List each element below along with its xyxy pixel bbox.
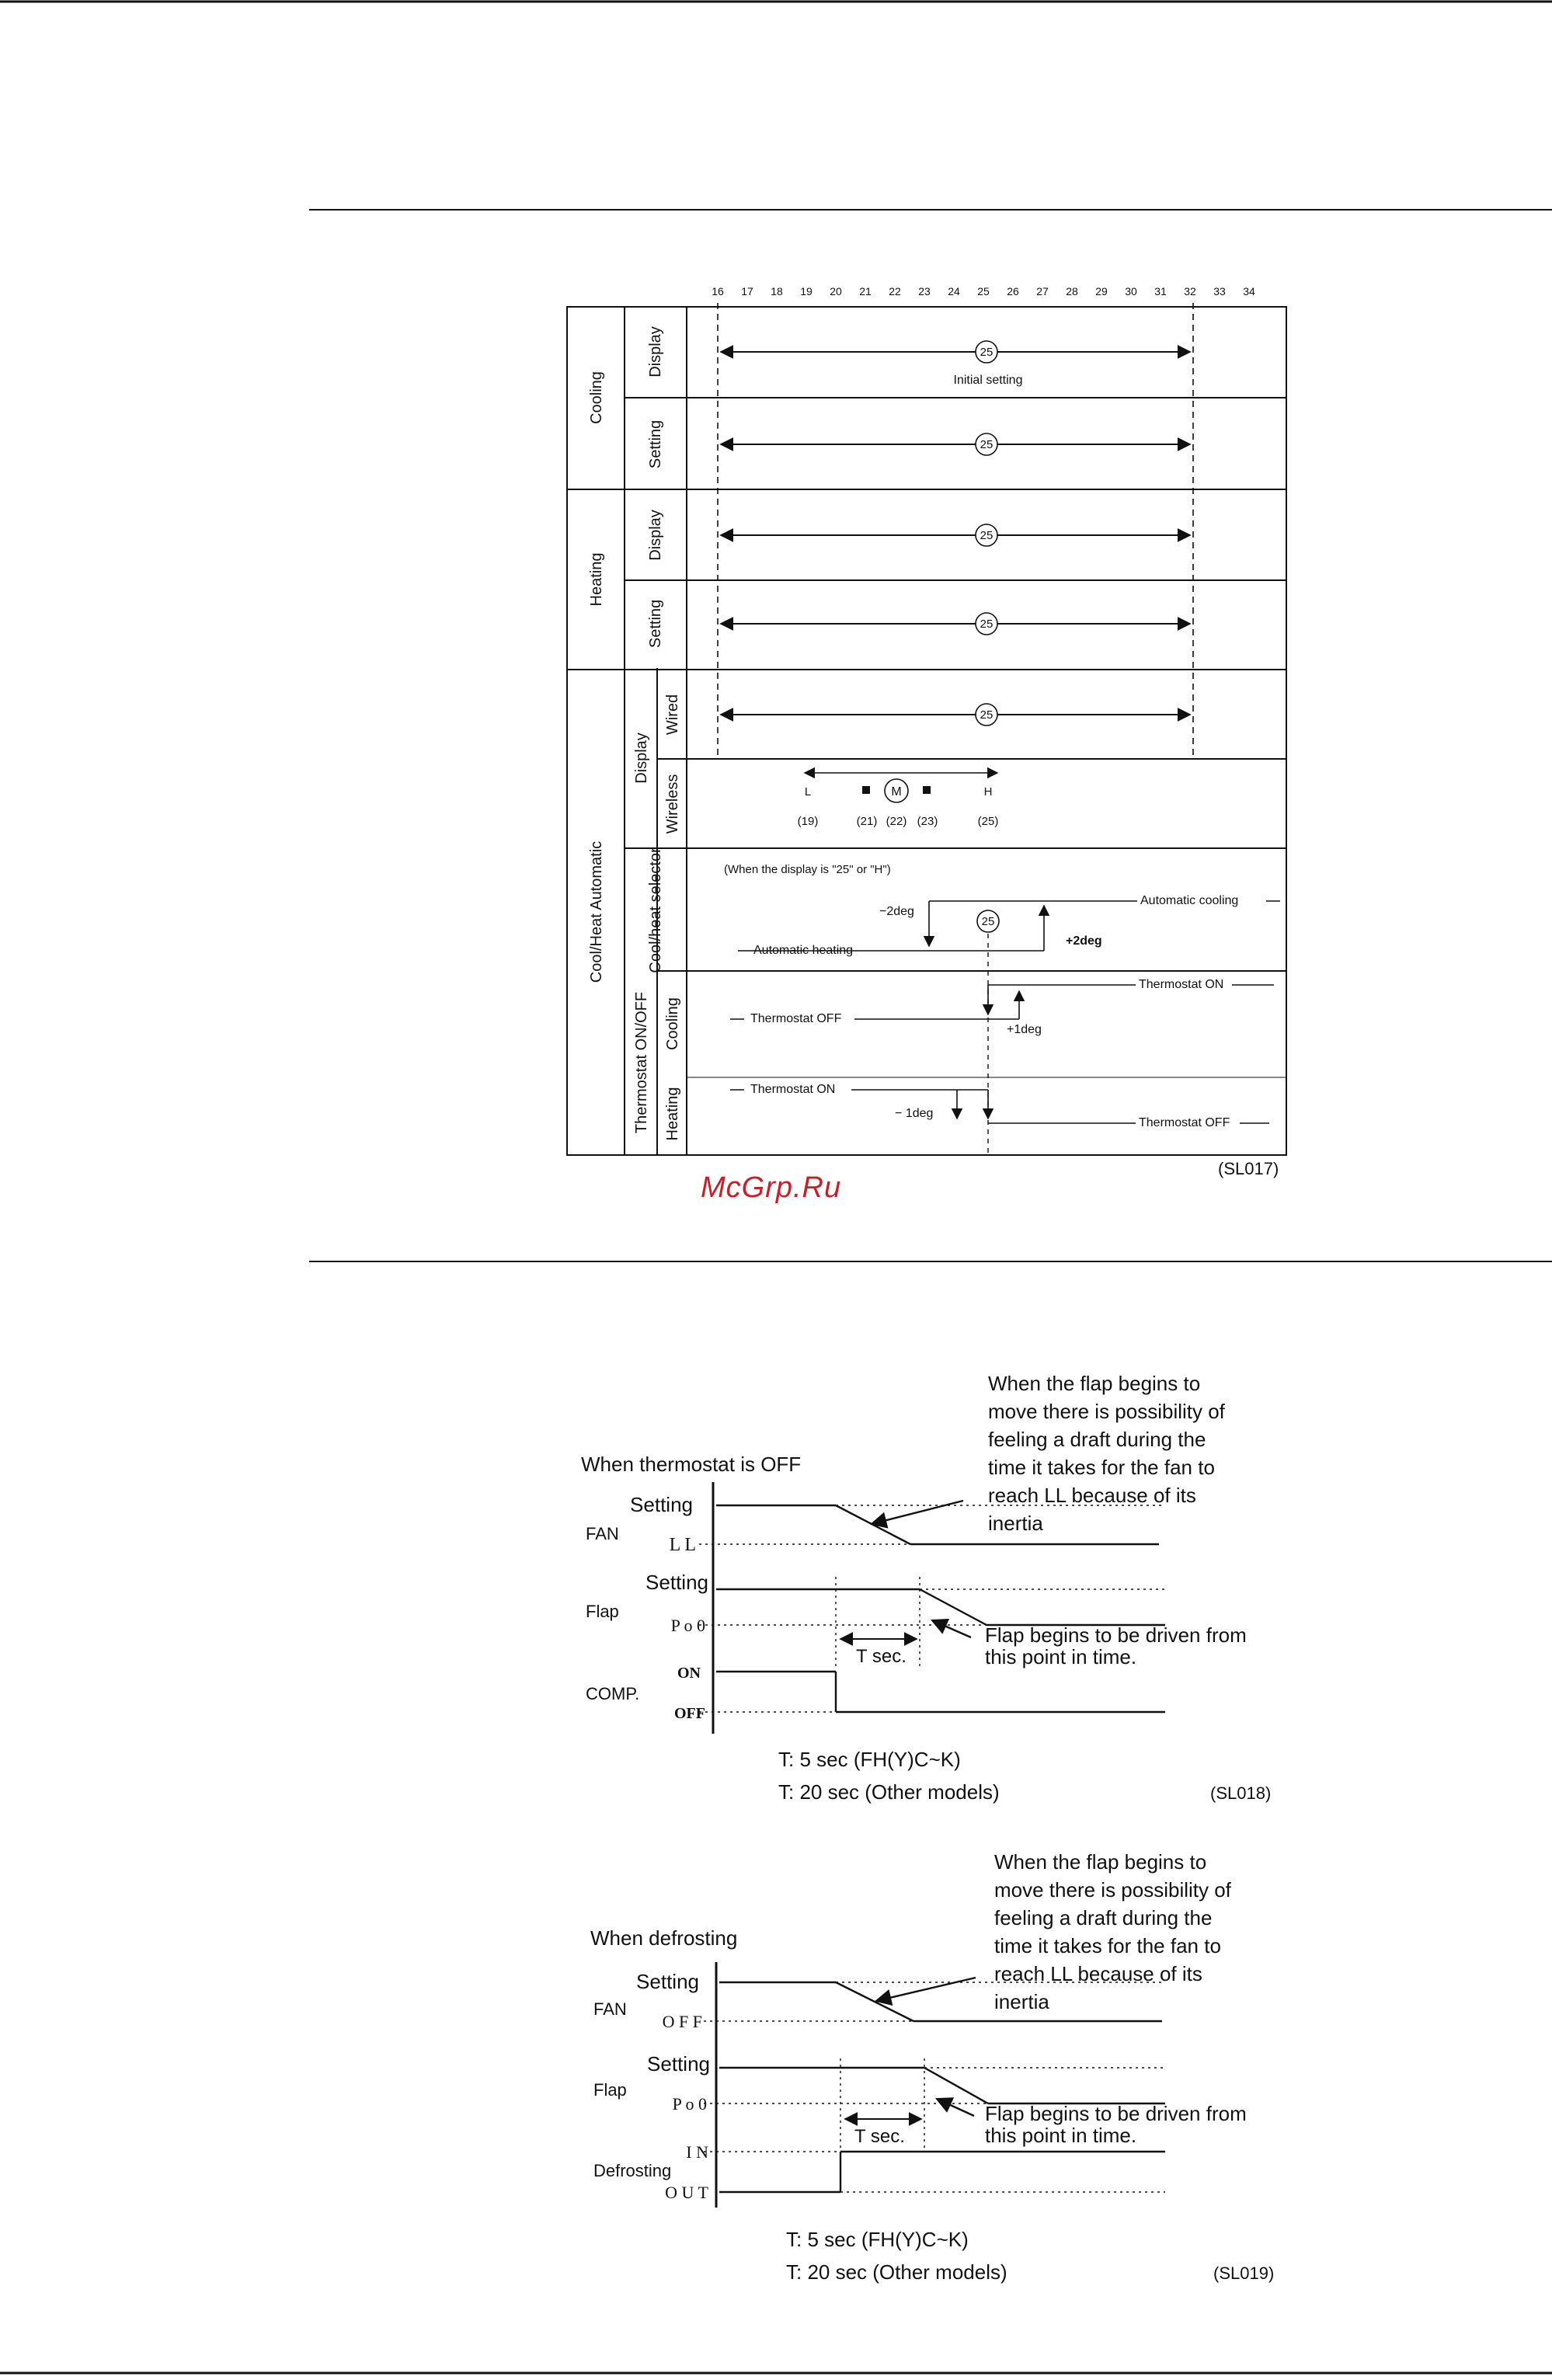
fig1-annotations bbox=[724, 346, 1279, 1178]
group-label-heating: Heating bbox=[588, 552, 605, 607]
fig3-fan-setting: Setting bbox=[636, 1970, 699, 1993]
fig3-flap-note-line: Flap begins to be driven from bbox=[985, 2102, 1247, 2125]
fig3-po-label: P o 0 bbox=[672, 2094, 707, 2114]
plus-1deg-label: +1deg bbox=[1007, 1023, 1042, 1036]
wireless-19: (19) bbox=[797, 815, 819, 828]
fig2-note-line: inertia bbox=[988, 1512, 1043, 1535]
fig2-off-label: OFF bbox=[674, 1705, 705, 1722]
wireless-marker-23 bbox=[923, 786, 931, 794]
fig3-note-line: inertia bbox=[994, 1990, 1049, 2013]
fig2-note-line: reach LL because of its bbox=[988, 1484, 1196, 1507]
row-label-wired: Wired bbox=[664, 694, 681, 736]
row-label-thermostat: Thermostat ON/OFF bbox=[633, 991, 650, 1134]
tick-label: 18 bbox=[771, 285, 783, 298]
value-25: 25 bbox=[980, 438, 993, 451]
thermostat-off-labels bbox=[581, 1372, 1271, 1804]
fig3-title: When defrosting bbox=[590, 1926, 738, 1950]
initial-value-circles bbox=[885, 341, 999, 932]
minus-1deg-label: − 1deg bbox=[895, 1107, 934, 1120]
fig2-note-line: time it takes for the fan to bbox=[988, 1456, 1215, 1479]
fig3-tsec-label: T sec. bbox=[854, 2126, 905, 2147]
fig3-off-label: O F F bbox=[662, 2012, 702, 2031]
wireless-23: (23) bbox=[917, 815, 938, 828]
row-label-display: Display bbox=[647, 510, 664, 561]
fig2-on-label: ON bbox=[677, 1665, 701, 1682]
fig3-note-line: reach LL because of its bbox=[994, 1962, 1202, 1985]
figure-code-sl018: (SL018) bbox=[1210, 1783, 1272, 1803]
tick-label: 34 bbox=[1243, 285, 1255, 298]
auto-heating-label: Automatic heating bbox=[753, 944, 854, 957]
thermostat-off-timing-chart bbox=[699, 1482, 1165, 1734]
fig2-note-line: move there is possibility of bbox=[988, 1400, 1225, 1423]
tick-label: 17 bbox=[741, 285, 753, 298]
row-label-selector: Cool/heat selector bbox=[647, 847, 664, 973]
thermostat-off-label: Thermostat OFF bbox=[1139, 1116, 1230, 1129]
tick-label: 19 bbox=[800, 285, 813, 298]
fig3-note-line: feeling a draft during the bbox=[994, 1906, 1213, 1929]
fig2-t-note-2: T: 20 sec (Other models) bbox=[778, 1780, 1000, 1804]
value-25: 25 bbox=[980, 346, 993, 359]
tick-label: 27 bbox=[1036, 285, 1049, 298]
tick-label: 26 bbox=[1007, 285, 1019, 298]
wireless-marker-21 bbox=[862, 786, 870, 794]
fig3-note-line: When the flap begins to bbox=[994, 1850, 1207, 1874]
value-25: 25 bbox=[980, 529, 993, 542]
fig3-flap-label: Flap bbox=[593, 2080, 627, 2100]
tick-label: 31 bbox=[1154, 285, 1167, 298]
wireless-L: L bbox=[804, 785, 812, 799]
fig3-flap-setting: Setting bbox=[647, 2052, 710, 2076]
tick-label: 32 bbox=[1184, 285, 1196, 298]
tick-label: 16 bbox=[712, 285, 724, 298]
selector-minus-2deg: −2deg bbox=[879, 905, 914, 918]
fig3-in-label: I N bbox=[686, 2142, 708, 2162]
initial-setting-label: Initial setting bbox=[953, 374, 1023, 387]
tick-label: 24 bbox=[948, 285, 960, 298]
fig3-t-note-2: T: 20 sec (Other models) bbox=[786, 2260, 1007, 2284]
row-label-wireless: Wireless bbox=[664, 774, 681, 834]
fig2-flap-setting: Setting bbox=[646, 1571, 708, 1594]
fig2-flap-label: Flap bbox=[586, 1602, 619, 1621]
value-25: 25 bbox=[980, 708, 993, 722]
wireless-22: (22) bbox=[886, 815, 907, 828]
fig3-note-line: move there is possibility of bbox=[994, 1878, 1231, 1902]
fig3-flap-note-line: this point in time. bbox=[985, 2124, 1137, 2147]
fig3-out-label: O U T bbox=[665, 2183, 708, 2202]
fig2-flap-note-line: this point in time. bbox=[985, 1645, 1137, 1668]
selector-plus-2deg: +2deg bbox=[1066, 934, 1102, 948]
row-labels bbox=[588, 326, 681, 1140]
thermostat-off-label: Thermostat OFF bbox=[750, 1012, 842, 1025]
tick-label: 22 bbox=[889, 285, 901, 298]
fig2-comp-label: COMP. bbox=[586, 1684, 640, 1703]
fig2-tsec-label: T sec. bbox=[856, 1646, 906, 1667]
row-label-heating: Heating bbox=[664, 1087, 681, 1141]
row-label-cooling: Cooling bbox=[664, 997, 681, 1050]
group-label-auto: Cool/Heat Automatic bbox=[588, 840, 605, 983]
wireless-H: H bbox=[983, 785, 993, 799]
thermostat-on-label: Thermostat ON bbox=[1139, 978, 1224, 991]
thermostat-on-label: Thermostat ON bbox=[750, 1083, 836, 1096]
row-label-display: Display bbox=[633, 732, 650, 784]
tick-label: 30 bbox=[1125, 285, 1137, 298]
value-25: 25 bbox=[980, 618, 993, 631]
group-label-cooling: Cooling bbox=[588, 371, 605, 424]
figure-code-sl019: (SL019) bbox=[1213, 2263, 1275, 2283]
figure-code-sl017: (SL017) bbox=[1218, 1159, 1279, 1178]
fig2-fan-label: FAN bbox=[586, 1524, 619, 1543]
tick-label: 25 bbox=[977, 285, 990, 298]
row-label-display: Display bbox=[647, 326, 664, 378]
fig3-note-line: time it takes for the fan to bbox=[994, 1934, 1221, 1957]
fig2-note-line: feeling a draft during the bbox=[988, 1428, 1206, 1451]
value-25: 25 bbox=[981, 915, 995, 928]
defrosting-timing-chart bbox=[704, 1962, 1165, 2208]
fig2-flap-note-line: Flap begins to be driven from bbox=[985, 1623, 1247, 1647]
temperature-axis bbox=[712, 285, 1255, 298]
fig3-fan-label: FAN bbox=[593, 1999, 627, 2019]
selector-note: (When the display is "25" or "H") bbox=[724, 863, 891, 876]
watermark-logo: McGrp.Ru bbox=[701, 1171, 842, 1204]
tick-label: 33 bbox=[1213, 285, 1226, 298]
row-label-setting: Setting bbox=[647, 419, 664, 469]
fig2-title: When thermostat is OFF bbox=[581, 1453, 802, 1476]
tick-label: 20 bbox=[830, 285, 842, 298]
wireless-25: (25) bbox=[977, 815, 999, 828]
fig3-defrosting-label: Defrosting bbox=[593, 2161, 672, 2180]
fig2-ll-label: L L bbox=[669, 1535, 696, 1555]
fig3-t-note-1: T: 5 sec (FH(Y)C~K) bbox=[786, 2228, 969, 2251]
tick-label: 23 bbox=[918, 285, 931, 298]
fig2-note-line: When the flap begins to bbox=[988, 1372, 1201, 1395]
tick-label: 29 bbox=[1095, 285, 1108, 298]
tick-label: 21 bbox=[859, 285, 872, 298]
defrosting-labels bbox=[590, 1850, 1274, 2284]
fig2-po-label: P o 0 bbox=[670, 1616, 705, 1635]
wireless-M: M bbox=[891, 785, 902, 799]
fig2-fan-setting: Setting bbox=[630, 1493, 693, 1516]
auto-cooling-label: Automatic cooling bbox=[1140, 894, 1239, 907]
row-label-setting: Setting bbox=[647, 599, 664, 649]
tick-label: 28 bbox=[1066, 285, 1078, 298]
fig2-t-note-1: T: 5 sec (FH(Y)C~K) bbox=[778, 1748, 961, 1771]
wireless-21: (21) bbox=[856, 815, 878, 828]
